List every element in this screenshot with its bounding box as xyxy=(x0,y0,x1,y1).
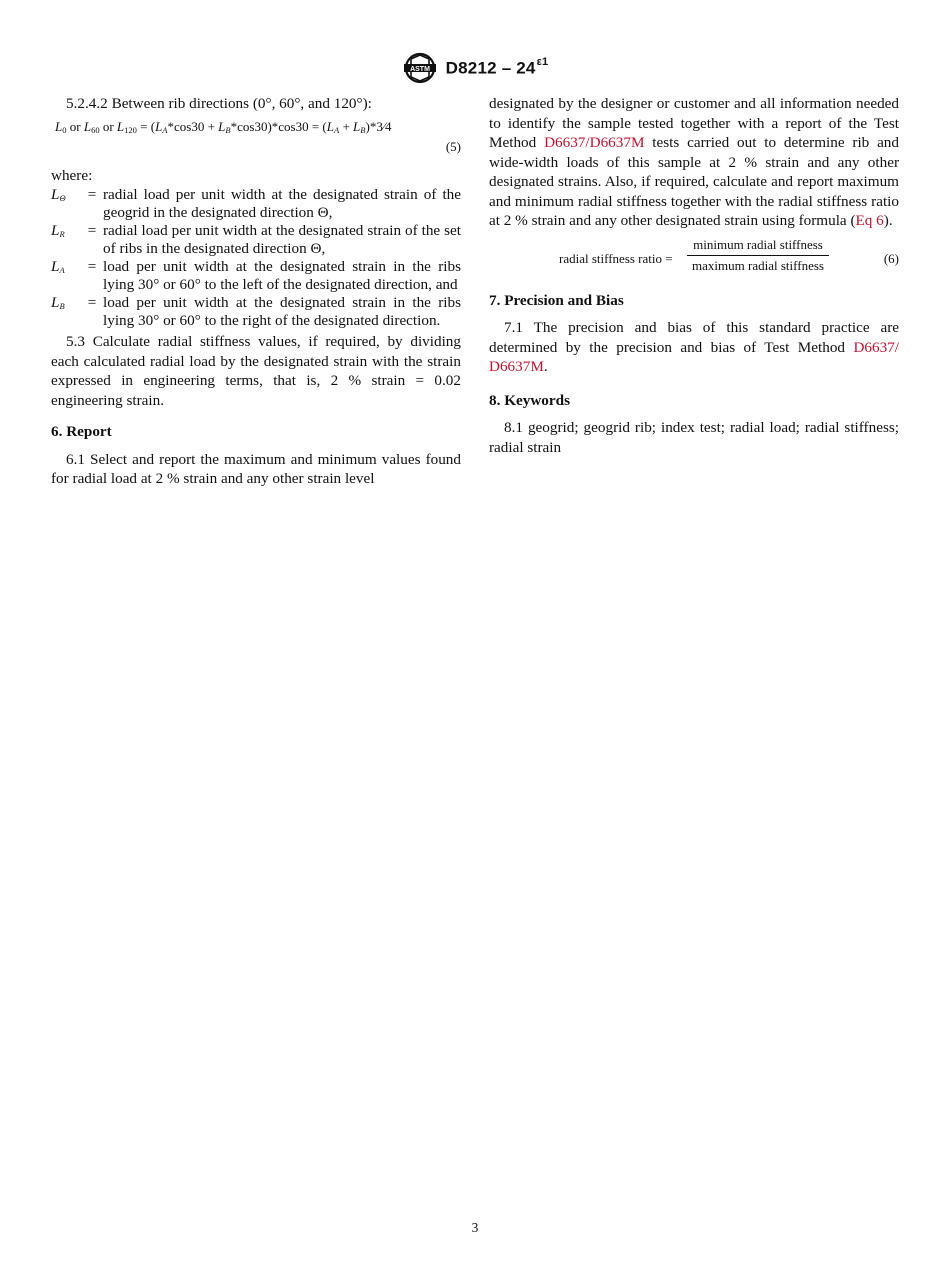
equation-6-denominator: maximum radial stiffness xyxy=(692,257,824,273)
section-5-3: 5.3 Calculate radial stiffness values, if required, by dividing each calculated radial load by the designated strain with the strain expressed in engineering terms, that is, 2 % strain = 0.02 engineering strain. xyxy=(51,333,461,409)
definition-symbol: $L_A$ xyxy=(51,258,65,275)
right-column xyxy=(489,94,899,457)
page-header xyxy=(0,52,950,84)
definition-symbol: $L_\Theta$ xyxy=(51,186,66,203)
definition-symbol: $L_B$ xyxy=(51,294,65,311)
definition-row: $L_\Theta$ = radial load per unit width at the designated strain of the geogrid in the designated direction Θ, xyxy=(51,186,461,221)
link-d6637-precision[interactable]: D6637/ D6637M xyxy=(489,338,899,375)
section-8-1: 8.1 geogrid; geogrid rib; index test; radial load; radial stiffness; radial strain xyxy=(489,419,899,456)
link-eq-6[interactable]: Eq 6 xyxy=(855,212,884,229)
section-6-1: 6.1 Select and report the maximum and minimum values found for radial load at 2 % strain and any other strain level xyxy=(51,450,461,487)
link-d6637[interactable]: D6637/D6637M xyxy=(544,134,645,151)
equation-5-number: (5) xyxy=(445,138,461,154)
definition-text: load per unit width at the designated strain in the ribs lying 30° or 60° to the left of the designated direction, and xyxy=(103,258,461,293)
equation-6-number: (6) xyxy=(883,250,899,266)
heading-precision-bias: 7. Precision and Bias xyxy=(489,291,624,309)
logo-lettering: ASTM xyxy=(409,66,430,73)
equation-6-fraction xyxy=(687,237,829,274)
left-column xyxy=(51,94,461,489)
equation-5 xyxy=(51,114,461,138)
heading-keywords: 8. Keywords xyxy=(489,391,570,409)
equation-5-text: $L_0$ or $L_{60}$ or $L_{120} = (L_A*\cos 30 + L_B*\cos 30)*\cos 30 = (L_A$ + $L_B)*3⁄4$ xyxy=(55,118,392,135)
definitions-list xyxy=(51,186,461,330)
section-7-1: 7.1 The precision and bias of this standard practice are determined by the precision and bias of Test Method D6637/ D6637M. xyxy=(489,319,899,375)
equation-6 xyxy=(489,237,899,277)
where-label: where: xyxy=(51,166,93,184)
definition-symbol: $L_R$ xyxy=(51,222,65,239)
definition-text: load per unit width at the designated strain in the ribs lying 30° or 60° to the right of the designated direction. xyxy=(103,294,461,329)
definition-row: $L_A$ = load per unit width at the designated strain in the ribs lying 30° or 60° to the left of the designated direction, and xyxy=(51,258,461,293)
equation-6-label: radial stiffness ratio = xyxy=(559,250,673,266)
page-number: 3 xyxy=(471,1220,479,1235)
section-5-2-4-2: 5.2.4.2 Between rib directions (0°, 60°, and 120°): xyxy=(66,95,372,112)
definition-text: radial load per unit width at the designated strain of the geogrid in the designated direction Θ, xyxy=(103,186,461,221)
astm-logo-icon xyxy=(402,52,438,84)
equation-6-numerator: minimum radial stiffness xyxy=(687,237,829,256)
heading-report: 6. Report xyxy=(51,423,112,440)
section-6-1-continued: designated by the designer or customer and all information needed to identify the sample tested together with a report of the Test Method D6637/D6637M tests carried out to determine rib and wide-width loads of this sample at 2 % strain and any other designated strains. Also, if required, calculate and report maximum and minimum radial stiffness together with the radial stiffness ratio at 2 % strain and any other designated strain using formula (Eq 6). xyxy=(489,95,899,229)
definition-text: radial load per unit width at the designated strain of the set of ribs in the designated direction Θ, xyxy=(103,222,461,257)
definition-row: $L_R$ = radial load per unit width at the designated strain of the set of ribs in the designated direction Θ, xyxy=(51,222,461,257)
document-designation: $D8212 - 24^{\varepsilon 1}$ xyxy=(445,55,549,78)
definition-row: $L_B$ = load per unit width at the designated strain in the ribs lying 30° or 60° to the right of the designated direction. xyxy=(51,294,461,329)
